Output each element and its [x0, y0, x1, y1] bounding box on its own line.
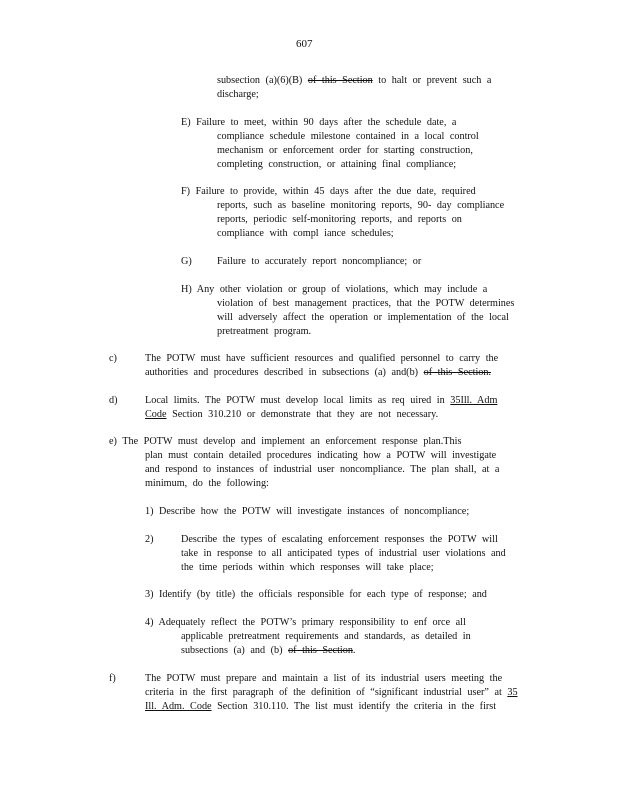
item-d-line-2: [145, 408, 438, 421]
item-e-sub-4-line-3: [181, 644, 355, 657]
item-h-line-4: pretreatment program.: [217, 326, 312, 337]
text-span: subsections (a) and (b): [181, 645, 283, 656]
text-span: Section 310.110. The list must identify the criteria in the first: [217, 701, 497, 712]
item-e-sub-4-line-1: 4) Adequately reflect the POTW’s primary responsibility to enf orce all: [145, 617, 466, 628]
item-e-line-1: e) The POTW must develop and implement an enforcement response plan.This: [109, 436, 462, 447]
struck-text: of this Section.: [423, 367, 492, 378]
struck-text: of this Section: [307, 75, 373, 86]
item-e-sub-4-line-2: applicable pretreatment requirements and standards, as detailed in: [181, 631, 471, 642]
underlined-text: 35: [507, 687, 518, 698]
item-d-label: d): [109, 395, 118, 406]
item-f-upper-line-4: compliance with compl iance schedules;: [217, 228, 394, 239]
item-c-line-2: [145, 366, 491, 379]
text-span: .: [352, 645, 356, 656]
text-span: criteria in the first paragraph of the definition of “significant industrial user” at: [145, 687, 502, 698]
underlined-text: 35Ill. Adm: [450, 395, 498, 406]
item-f-upper-line-3: reports, periodic self-monitoring reports, and reports on: [217, 214, 462, 225]
item-e-sub-2-line-2: take in response to all anticipated types of industrial user violations and: [181, 548, 506, 559]
subsection-a-cont-line-2: discharge;: [217, 89, 259, 100]
item-e-sub-3: 3) Identify (by title) the officials responsible for each type of response; and: [145, 589, 487, 600]
item-f-line-1: The POTW must prepare and maintain a list of its industrial users meeting the: [145, 673, 503, 684]
item-g-text: Failure to accurately report noncompliance; or: [217, 256, 422, 267]
item-e-line-3: and respond to instances of industrial user noncompliance. The plan shall, at a: [145, 464, 500, 475]
item-e-upper-line-1: E) Failure to meet, within 90 days after the schedule date, a: [181, 117, 457, 128]
item-c-line-1: The POTW must have sufficient resources and qualified personnel to carry the: [145, 353, 499, 364]
item-e-upper-line-2: compliance schedule milestone contained in a local control: [217, 131, 479, 142]
item-e-sub-1: 1) Describe how the POTW will investigate instances of noncompliance;: [145, 506, 470, 517]
item-e-line-4: minimum, do the following:: [145, 478, 269, 489]
struck-text: of this Section: [288, 645, 353, 656]
page-number: 607: [296, 38, 313, 50]
item-e-sub-2-label: 2): [145, 534, 154, 545]
item-h-line-2: violation of best management practices, that the POTW determines: [217, 298, 515, 309]
item-f-upper-line-1: F) Failure to provide, within 45 days after the due date, required: [181, 186, 476, 197]
text-span: subsection (a)(6)(B): [217, 75, 303, 86]
underlined-text: Code: [145, 409, 167, 420]
item-c-label: c): [109, 353, 117, 364]
item-d-line-1: [145, 394, 497, 407]
text-span: to halt or prevent such a: [378, 75, 492, 86]
item-e-line-2: plan must contain detailed procedures indicating how a POTW will investigate: [145, 450, 497, 461]
item-f-line-2: [145, 686, 518, 699]
item-h-line-3: will adversely affect the operation or implementation of the local: [217, 312, 509, 323]
item-h-line-1: H) Any other violation or group of violations, which may include a: [181, 284, 488, 295]
item-e-sub-2-line-1: Describe the types of escalating enforcement responses the POTW will: [181, 534, 498, 545]
text-span: authorities and procedures described in subsections (a) and(b): [145, 367, 419, 378]
item-f-upper-line-2: reports, such as baseline monitoring reports, 90- day compliance: [217, 200, 505, 211]
item-e-upper-line-3: mechanism or enforcement order for starting construction,: [217, 145, 473, 156]
item-g-label: G): [181, 256, 192, 267]
item-f-label: f): [109, 673, 116, 684]
subsection-a-cont-line-1: [217, 74, 491, 87]
text-span: Local limits. The POTW must develop local limits as req uired in: [145, 395, 445, 406]
item-f-line-3: [145, 700, 496, 713]
item-e-sub-2-line-3: the time periods within which responses will take place;: [181, 562, 434, 573]
item-e-upper-line-4: completing construction, or attaining final compliance;: [217, 159, 457, 170]
underlined-text: Ill. Adm. Code: [145, 701, 212, 712]
text-span: Section 310.210 or demonstrate that they are not necessary.: [172, 409, 439, 420]
